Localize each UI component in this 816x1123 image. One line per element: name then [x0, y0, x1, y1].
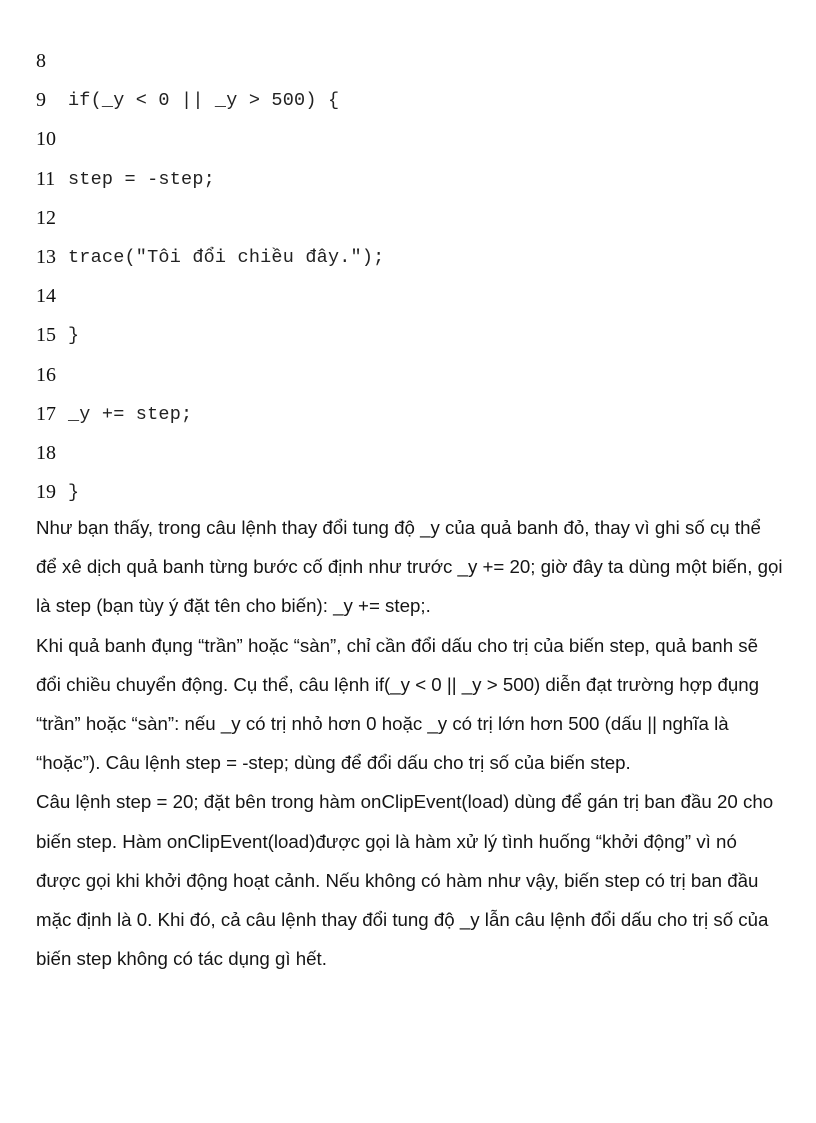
code-line	[36, 356, 776, 395]
code-text: }	[68, 482, 80, 504]
code-line	[36, 395, 776, 434]
code-line	[36, 199, 776, 238]
line-number: 17	[36, 402, 56, 425]
code-listing	[36, 42, 776, 512]
code-line	[36, 473, 776, 512]
code-text: if(_y < 0 || _y > 500) {	[68, 90, 340, 112]
code-line	[36, 120, 776, 159]
code-text: step = -step;	[68, 168, 215, 190]
code-line	[36, 277, 776, 316]
line-number: 14	[36, 285, 56, 308]
code-line	[36, 238, 776, 277]
line-number: 11	[36, 167, 56, 190]
line-number: 19	[36, 481, 56, 504]
code-line	[36, 81, 776, 120]
code-text: }	[68, 325, 80, 347]
code-text: trace("Tôi đổi chiều đây.");	[68, 247, 385, 269]
line-number: 15	[36, 324, 56, 347]
line-number: 18	[36, 441, 56, 464]
explanation-text	[36, 508, 784, 978]
line-number: 10	[36, 128, 56, 151]
line-number: 12	[36, 206, 56, 229]
code-line	[36, 316, 776, 355]
code-line	[36, 434, 776, 473]
line-number: 16	[36, 363, 56, 386]
paragraph: Như bạn thấy, trong câu lệnh thay đổi tung độ _y của quả banh đỏ, thay vì ghi số cụ thể để xê dịch quả banh từng bước cố định như trước _y += 20; giờ đây ta dùng một biến, gọi là step (bạn tùy ý đặt tên cho biến): _y += step;.	[36, 517, 783, 617]
line-number: 8	[36, 50, 46, 73]
line-number: 13	[36, 246, 56, 269]
line-number: 9	[36, 89, 46, 112]
paragraph: Câu lệnh step = 20; đặt bên trong hàm onClipEvent(load) dùng để gán trị ban đầu 20 cho biến step. Hàm onClipEvent(load)được gọi là hàm xử lý tình huống “khởi động” vì nó được gọi khi khởi động hoạt cảnh. Nếu không có hàm như vậy, biến step có trị ban đầu mặc định là 0. Khi đó, cả câu lệnh thay đổi tung độ _y lẫn câu lệnh đổi dấu cho trị số của biến step không có tác dụng gì hết.	[36, 791, 774, 970]
code-line	[36, 160, 776, 199]
code-text: _y += step;	[68, 403, 193, 425]
code-line	[36, 42, 776, 81]
paragraph: Khi quả banh đụng “trần” hoặc “sàn”, chỉ cần đổi dấu cho trị của biến step, quả banh sẽ đổi chiều chuyển động. Cụ thể, câu lệnh if(_y < 0 || _y > 500) diễn đạt trường hợp đụng “trần” hoặc “sàn”: nếu _y có trị nhỏ hơn 0 hoặc _y có trị lớn hơn 500 (dấu || nghĩa là “hoặc”). Câu lệnh step = -step; dùng để đổi dấu cho trị số của biến step.	[36, 634, 760, 774]
